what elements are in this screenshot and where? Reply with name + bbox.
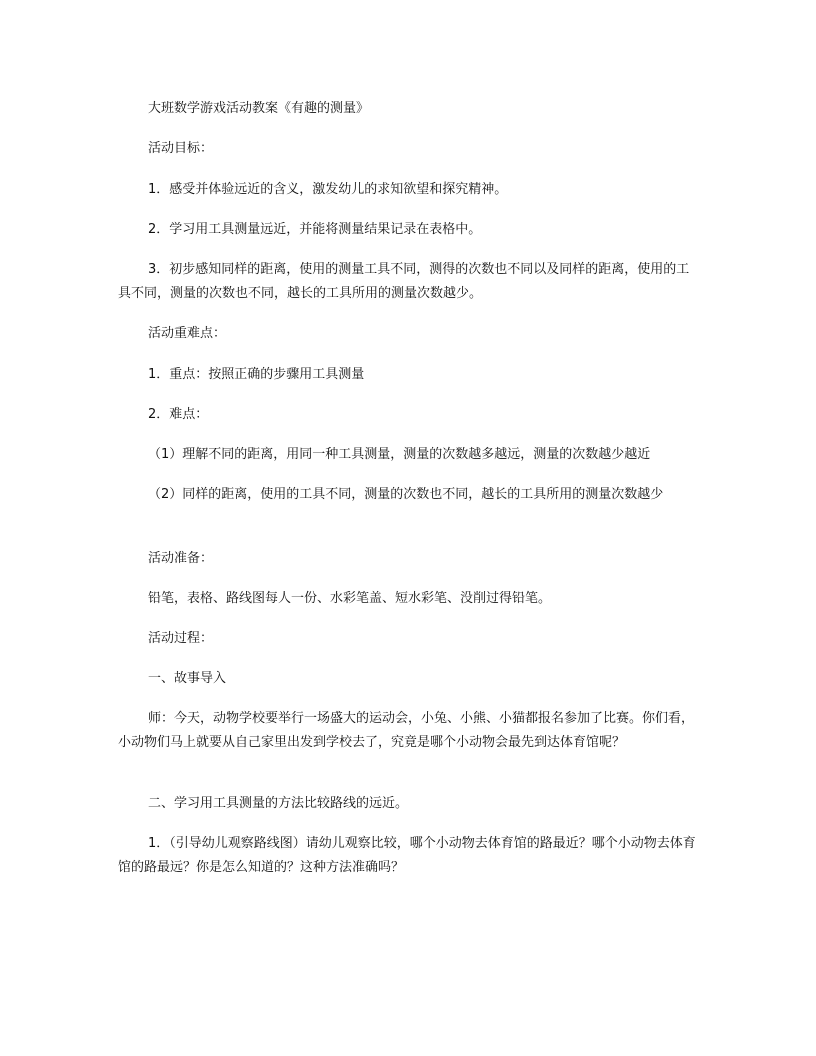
goal-item-2: 2．学习用工具测量远近，并能将测量结果记录在表格中。 <box>148 222 482 237</box>
difficulty-item-1: （1）理解不同的距离，用同一种工具测量，测量的次数越多越远，测量的次数越少越近 <box>148 447 651 462</box>
goal-item-1: 1．感受并体验远近的含义，激发幼儿的求知欲望和探究精神。 <box>148 182 508 197</box>
teacher-story-paragraph: 师：今天，动物学校要举行一场盛大的运动会，小兔、小熊、小猫都报名参加了比赛。你们看，小动物们马上就要从自己家里出发到学校去了，究竟是哪个小动物会最先到达体育馆呢？ <box>118 711 695 750</box>
preparation-materials: 铅笔，表格、路线图每人一份、水彩笔盖、短水彩笔、没削过得铅笔。 <box>148 591 552 606</box>
difficulty-item-2: （2）同样的距离，使用的工具不同，测量的次数也不同，越长的工具所用的测量次数越少 <box>148 487 664 502</box>
section-heading-preparation: 活动准备： <box>148 551 214 566</box>
process-step-2-heading: 二、学习用工具测量的方法比较路线的远近。 <box>148 796 409 811</box>
key-point-1: 1．重点：按照正确的步骤用工具测量 <box>148 367 365 382</box>
key-point-2: 2．难点： <box>148 407 209 422</box>
process-step-1-heading: 一、故事导入 <box>148 671 227 686</box>
process-step-2-item-1: 1．（引导幼儿观察路线图）请幼儿观察比较，哪个小动物去体育馆的路最近？哪个小动物去体育馆的路最远？你是怎么知道的？这种方法准确吗？ <box>118 836 696 875</box>
section-heading-key-points: 活动重难点： <box>148 326 227 341</box>
section-heading-goals: 活动目标： <box>148 141 214 156</box>
goal-item-3: 3．初步感知同样的距离，使用的测量工具不同，测得的次数也不同以及同样的距离，使用的工具不同，测量的次数也不同，越长的工具所用的测量次数越少。 <box>118 262 690 301</box>
section-heading-process: 活动过程： <box>148 631 214 646</box>
document-title: 大班数学游戏活动教案《有趣的测量》 <box>148 101 370 116</box>
